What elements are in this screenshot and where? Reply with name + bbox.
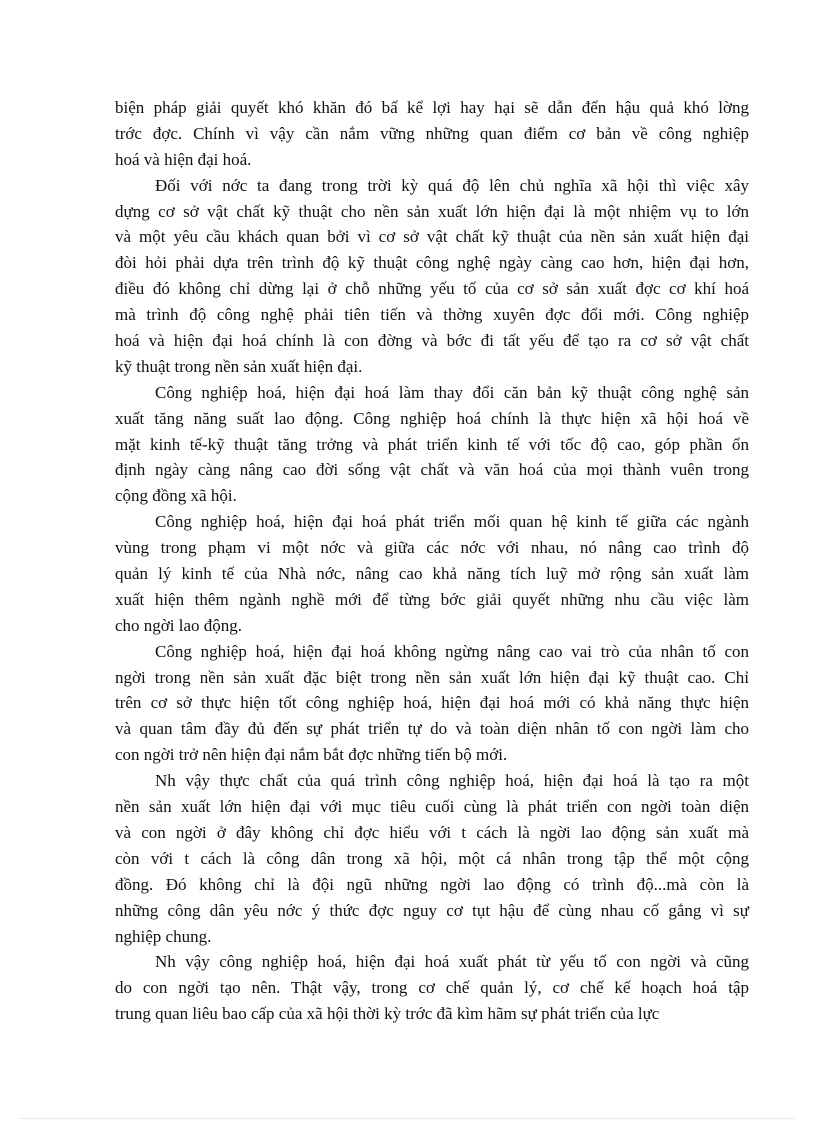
text-line: kỹ thuật trong nền sản xuất hiện đại. — [115, 356, 363, 376]
text-line: nghiệp chung. — [115, 926, 212, 946]
text-line: điều đó không chỉ dừng lại ở chỗ những yếu tố của cơ sở sản xuất đợc cơ khí hoá — [115, 279, 749, 299]
text-line: quản lý kinh tế của Nhà nớc, nâng cao khả năng tích luỹ mở rộng sản xuất làm — [115, 564, 749, 584]
paragraph — [115, 639, 749, 768]
text-line: Công nghiệp hoá, hiện đại hoá phát triển mối quan hệ kinh tế giữa các ngành — [155, 512, 749, 532]
text-line: xuất hiện thêm ngành nghề mới để từng bớc giải quyết những nhu cầu việc làm — [115, 589, 749, 609]
text-line: trên cơ sở thực hiện tốt công nghiệp hoá, hiện đại hoá mới có khả năng thực hiện — [115, 693, 749, 713]
text-line: biện pháp giải quyết khó khăn đó bấ kể lợi hay hại sẽ dẫn đến hậu quả khó lờng — [115, 98, 749, 117]
text-line: vùng trong phạm vi một nớc và giữa các nớc với nhau, nó nâng cao trình độ — [115, 538, 749, 558]
paragraph — [115, 173, 749, 380]
text-line: nền sản xuất lớn hiện đại với mục tiêu cuối cùng là phát triển con ngời toàn diện — [115, 797, 749, 817]
text-line: những công dân yêu nớc ý thức đợc nguy cơ tụt hậu để cùng nhau cố gắng vì sự — [115, 900, 749, 920]
text-line: và quan tâm đầy đủ đến sự phát triển tự do và toàn diện nhân tố con ngời làm cho — [115, 719, 749, 739]
text-line: Công nghiệp hoá, hiện đại hoá không ngừng nâng cao vai trò của nhân tố con — [155, 641, 749, 661]
text-line: đồng. Đó không chỉ là đội ngũ những ngời lao động có trình độ...mà còn là — [115, 874, 749, 894]
text-line: định ngày càng nâng cao đời sống vật chất và văn hoá của mọi thành vuên trong — [115, 460, 749, 480]
text-line: do con ngời tạo nên. Thật vậy, trong cơ chế quản lý, cơ chế kế hoạch hoá tập — [115, 978, 749, 998]
text-line: còn với t cách là công dân trong xã hội, một cá nhân trong tập thể một cộng — [115, 848, 749, 868]
text-line: mặt kinh tế-kỹ thuật tăng trởng và phát triển kinh tế với tốc độ cao, góp phần ổn — [115, 434, 749, 454]
text-line: Nh vậy công nghiệp hoá, hiện đại hoá xuất phát từ yếu tố con ngời và cũng — [155, 952, 749, 972]
text-line: Công nghiệp hoá, hiện đại hoá làm thay đổi căn bản kỹ thuật công nghệ sản — [155, 382, 749, 402]
text-line: con ngời trở nên hiện đại nắm bắt đợc những tiến bộ mới. — [115, 745, 508, 765]
text-line: cho ngời lao động. — [115, 615, 243, 635]
text-line: Nh vậy thực chất của quá trình công nghiệp hoá, hiện đại hoá là tạo ra một — [155, 771, 749, 791]
text-line: trung quan liêu bao cấp của xã hội thời kỳ trớc đã kìm hãm sự phát triển của lực — [115, 1004, 660, 1024]
paragraph — [115, 509, 749, 638]
text-line: ngời trong nền sản xuất đặc biệt trong nền sản xuất lớn hiện đại kỹ thuật cao. Chỉ — [115, 667, 749, 687]
text-line: Đối với nớc ta đang trong trời kỳ quá độ lên chủ nghĩa xã hội thì việc xây — [155, 175, 749, 195]
text-line: đòi hỏi phải dựa trên trình độ kỹ thuật công nghệ ngày càng cao hơn, hiện đại hơn, — [115, 253, 749, 273]
body-text — [115, 95, 749, 1027]
text-line: cộng đồng xã hội. — [115, 486, 237, 506]
text-line: trớc đợc. Chính vì vậy cần nắm vững những quan điểm cơ bản về công nghiệp — [115, 123, 749, 143]
text-line: và con ngời ở đây không chỉ đợc hiểu với t cách là ngời lao động sản xuất mà — [115, 822, 749, 842]
text-line: xuất tăng năng suất lao động. Công nghiệp hoá chính là thực hiện xã hội hoá về — [115, 408, 749, 428]
page-bottom-divider — [20, 1118, 796, 1119]
text-line: và một yêu cầu khách quan bởi vì cơ sở vật chất kỹ thuật của nền sản xuất hiện đại — [115, 227, 749, 247]
text-line: mà trình độ công nghệ phải tiên tiến và thờng xuyên đợc đổi mới. Công nghiệp — [115, 305, 749, 325]
text-line: hoá và hiện đại hoá chính là con đờng và bớc đi tất yếu để tạo ra cơ sở vật chất — [115, 331, 749, 351]
paragraph — [115, 380, 749, 509]
text-line: dựng cơ sở vật chất kỹ thuật cho nền sản xuất lớn hiện đại là một nhiệm vụ to lớn — [115, 201, 749, 221]
text-line: hoá và hiện đại hoá. — [115, 149, 252, 169]
paragraph — [115, 768, 749, 949]
paragraph — [115, 949, 749, 1027]
paragraph — [115, 95, 749, 173]
